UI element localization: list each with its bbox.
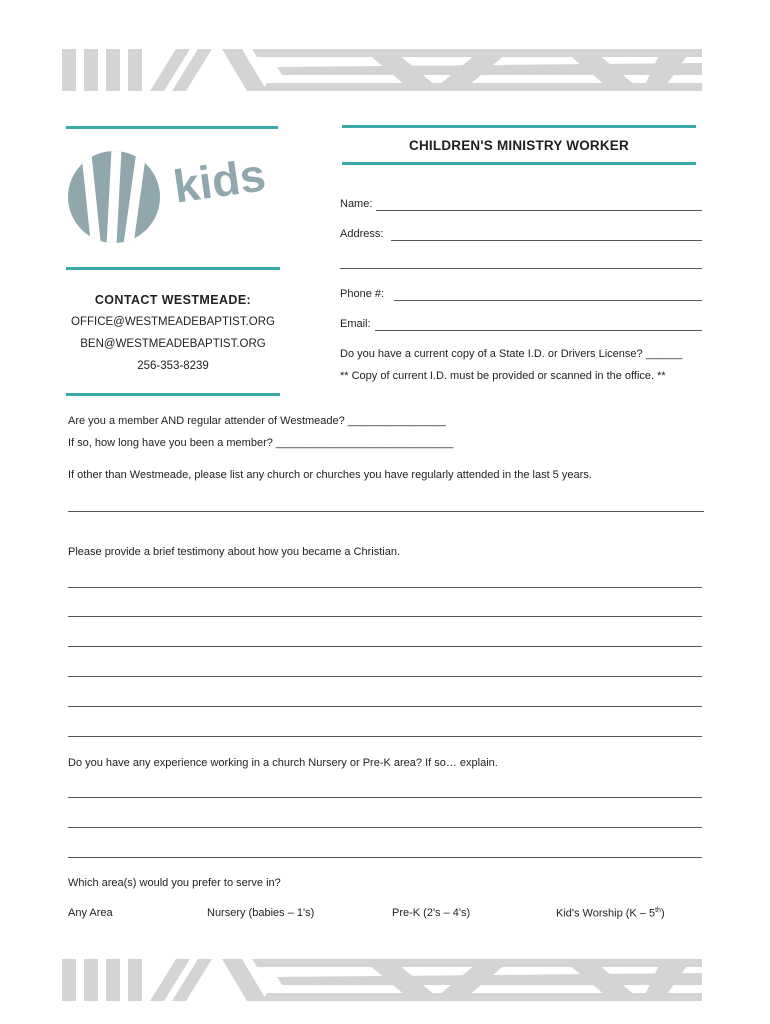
name-label: Name: bbox=[340, 198, 373, 210]
area-option-nursery[interactable]: Nursery (babies – 1's) bbox=[207, 907, 315, 919]
area-option-worship-text: Kid's Worship (K – 5 bbox=[556, 907, 656, 920]
area-option-any[interactable]: Any Area bbox=[68, 907, 113, 919]
contact-phone: 256-353-8239 bbox=[137, 360, 209, 372]
phone-label: Phone #: bbox=[340, 288, 385, 300]
contact-office-email[interactable]: OFFICE@WESTMEADEBAPTIST.ORG bbox=[71, 316, 275, 328]
testimony-line-2[interactable] bbox=[68, 616, 702, 617]
contact-ben-email[interactable]: BEN@WESTMEADEBAPTIST.ORG bbox=[80, 338, 266, 350]
testimony-question: Please provide a brief testimony about how you became a Christian. bbox=[68, 546, 401, 558]
experience-line-1[interactable] bbox=[68, 797, 702, 798]
other-church-answer-line[interactable] bbox=[68, 511, 704, 512]
testimony-line-5[interactable] bbox=[68, 706, 702, 707]
address-field[interactable] bbox=[391, 240, 702, 241]
title-top-rule bbox=[342, 125, 696, 128]
member-question[interactable]: Are you a member AND regular attender of Westmeade? ________________ bbox=[68, 415, 446, 427]
experience-question: Do you have any experience working in a church Nursery or Pre-K area? If so… explain. bbox=[68, 757, 498, 769]
wkids-logo bbox=[66, 145, 276, 255]
contact-bottom-rule bbox=[66, 393, 280, 396]
testimony-line-1[interactable] bbox=[68, 587, 702, 588]
other-church-question: If other than Westmeade, please list any church or churches you have regularly attended in the last 5 years. bbox=[68, 469, 592, 481]
address-field-line-2[interactable] bbox=[340, 268, 702, 269]
area-option-worship-close: ) bbox=[660, 907, 665, 920]
id-note: ** Copy of current I.D. must be provided or scanned in the office. ** bbox=[340, 370, 666, 382]
area-option-prek[interactable]: Pre-K (2's – 4's) bbox=[392, 907, 471, 919]
testimony-line-3[interactable] bbox=[68, 646, 702, 647]
testimony-line-6[interactable] bbox=[68, 736, 702, 737]
top-decorative-banner bbox=[62, 45, 704, 95]
experience-line-2[interactable] bbox=[68, 827, 702, 828]
name-field[interactable] bbox=[376, 210, 702, 211]
email-label: Email: bbox=[340, 318, 371, 330]
id-question[interactable]: Do you have a current copy of a State I.D. or Drivers License? ______ bbox=[340, 348, 683, 360]
form-title: CHILDREN'S MINISTRY WORKER bbox=[409, 138, 629, 153]
title-bottom-rule bbox=[342, 162, 696, 165]
membership-length-question[interactable]: If so, how long have you been a member? _____________________________ bbox=[68, 437, 454, 449]
phone-field[interactable] bbox=[394, 300, 702, 301]
testimony-line-4[interactable] bbox=[68, 676, 702, 677]
contact-heading: CONTACT WESTMEADE: bbox=[94, 293, 252, 307]
logo-top-rule bbox=[66, 126, 278, 129]
email-field[interactable] bbox=[375, 330, 702, 331]
area-option-worship-sup: th bbox=[655, 907, 661, 914]
bottom-decorative-banner bbox=[62, 955, 704, 1005]
address-label: Address: bbox=[340, 228, 384, 240]
contact-top-rule bbox=[66, 267, 280, 270]
area-option-worship[interactable] bbox=[556, 907, 665, 920]
logo-kids-text: kids bbox=[170, 148, 269, 213]
experience-line-3[interactable] bbox=[68, 857, 702, 858]
areas-question: Which area(s) would you prefer to serve in? bbox=[68, 877, 281, 889]
